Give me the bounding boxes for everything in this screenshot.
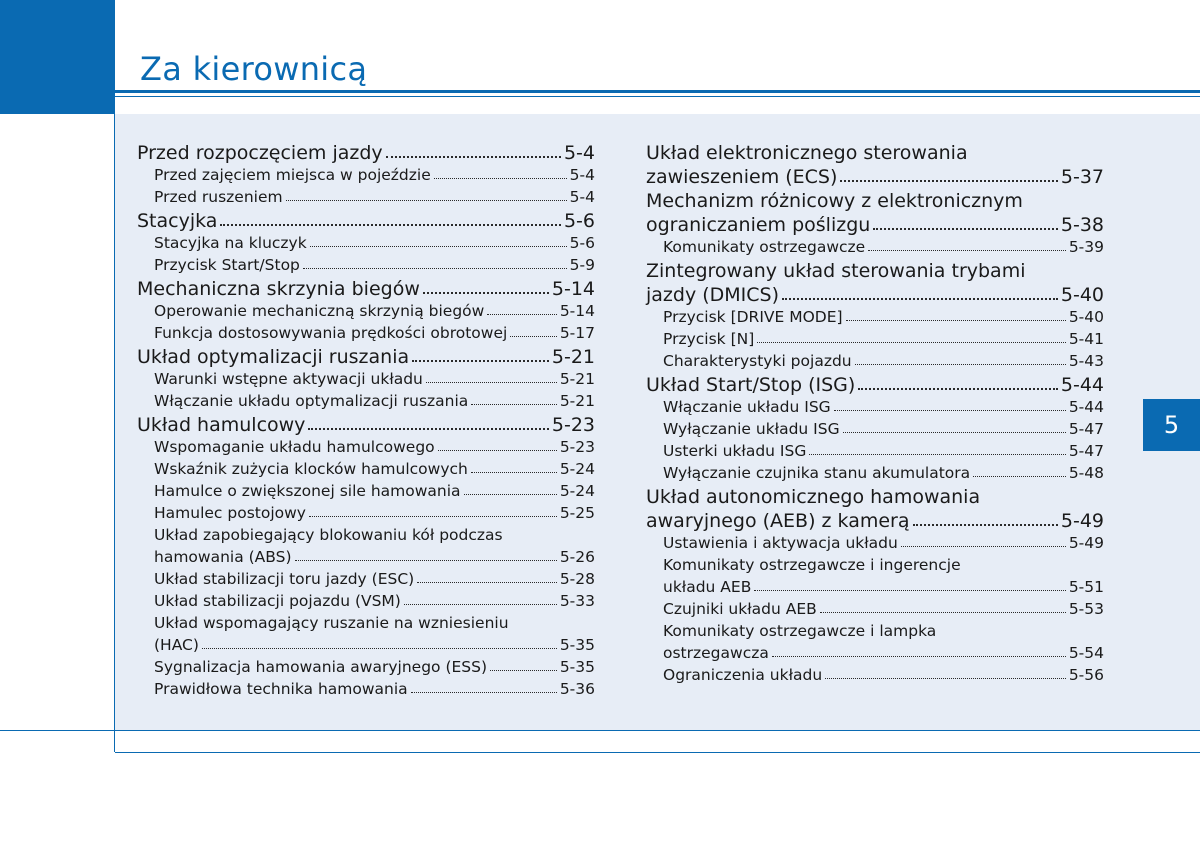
toc-entry-title: Włączanie układu ISG bbox=[663, 398, 831, 416]
toc-entry-title: Wyłączanie układu ISG bbox=[663, 420, 840, 438]
toc-page-number: 5-38 bbox=[1060, 214, 1104, 236]
toc-subsection-entry[interactable] bbox=[137, 458, 595, 480]
toc-section-entry[interactable] bbox=[646, 166, 1104, 188]
dot-leader bbox=[855, 360, 1066, 365]
toc-subsection-entry[interactable] bbox=[646, 350, 1104, 372]
toc-section-entry[interactable] bbox=[137, 142, 595, 164]
toc-page-number: 5-28 bbox=[559, 570, 595, 588]
toc-entry-title: Usterki układu ISG bbox=[663, 442, 807, 460]
toc-page-number: 5-35 bbox=[559, 658, 595, 676]
toc-entry-title: Funkcja dostosowywania prędkości obrotowej bbox=[154, 324, 508, 342]
toc-subsection-entry[interactable] bbox=[137, 480, 595, 502]
dot-leader bbox=[873, 224, 1058, 230]
toc-entry-title: Charakterystyki pojazdu bbox=[663, 352, 852, 370]
dot-leader bbox=[901, 542, 1066, 547]
toc-subsection-entry[interactable] bbox=[646, 598, 1104, 620]
toc-page-number: 5-21 bbox=[551, 346, 595, 368]
toc-page-number: 5-33 bbox=[559, 592, 595, 610]
dot-leader bbox=[834, 406, 1066, 411]
toc-subsection-entry[interactable] bbox=[137, 390, 595, 412]
toc-subsection-entry[interactable] bbox=[137, 568, 595, 590]
toc-entry-title: układu AEB bbox=[663, 578, 752, 596]
toc-entry-title: Ograniczenia układu bbox=[663, 666, 823, 684]
dot-leader bbox=[490, 666, 557, 671]
toc-section-entry[interactable] bbox=[646, 374, 1104, 396]
toc-page-number: 5-41 bbox=[1068, 330, 1104, 348]
dot-leader bbox=[840, 176, 1057, 182]
dot-leader bbox=[782, 294, 1058, 300]
dot-leader bbox=[487, 310, 556, 315]
toc-page-number: 5-24 bbox=[559, 482, 595, 500]
toc-page-number: 5-9 bbox=[569, 256, 595, 274]
toc-entry-title: Warunki wstępne aktywacji układu bbox=[154, 370, 423, 388]
dot-leader bbox=[434, 174, 567, 179]
toc-page-number: 5-51 bbox=[1068, 578, 1104, 596]
toc-entry-title: Przed ruszeniem bbox=[154, 188, 283, 206]
dot-leader bbox=[386, 152, 561, 158]
toc-subsection-entry[interactable] bbox=[646, 236, 1104, 258]
toc-entry-title: Hamulce o zwiększonej sile hamowania bbox=[154, 482, 461, 500]
dot-leader bbox=[825, 674, 1066, 679]
toc-entry-title-line1[interactable]: Układ zapobiegający blokowaniu kół podczas bbox=[154, 526, 503, 544]
toc-entry-title: Układ stabilizacji toru jazdy (ESC) bbox=[154, 570, 415, 588]
toc-subsection-entry[interactable] bbox=[646, 306, 1104, 328]
toc-page-number: 5-40 bbox=[1060, 284, 1104, 306]
toc-entry-title: Przycisk [DRIVE MODE] bbox=[663, 308, 843, 326]
toc-entry-title: hamowania (ABS) bbox=[154, 548, 292, 566]
toc-page-number: 5-6 bbox=[569, 234, 595, 252]
toc-subsection-entry[interactable] bbox=[646, 642, 1104, 664]
toc-section-entry[interactable] bbox=[137, 210, 595, 232]
toc-entry-title-line1[interactable]: Komunikaty ostrzegawcze i lampka bbox=[663, 622, 937, 640]
dot-leader bbox=[310, 242, 567, 247]
toc-subsection-entry[interactable] bbox=[646, 440, 1104, 462]
footer-rule-bottom bbox=[115, 752, 1200, 753]
toc-entry-title: awaryjnego (AEB) z kamerą bbox=[646, 510, 910, 532]
dot-leader bbox=[309, 512, 557, 517]
dot-leader bbox=[464, 490, 557, 495]
dot-leader bbox=[809, 450, 1065, 455]
toc-section-entry[interactable] bbox=[646, 510, 1104, 532]
dot-leader bbox=[412, 356, 549, 362]
toc-subsection-entry[interactable] bbox=[137, 186, 595, 208]
toc-page-number: 5-48 bbox=[1068, 464, 1104, 482]
toc-page-number: 5-56 bbox=[1068, 666, 1104, 684]
toc-entry-title: ostrzegawcza bbox=[663, 644, 769, 662]
toc-entry-title: zawieszeniem (ECS) bbox=[646, 166, 838, 188]
dot-leader bbox=[471, 400, 557, 405]
toc-page-number: 5-43 bbox=[1068, 352, 1104, 370]
dot-leader bbox=[308, 424, 548, 430]
toc-column-right bbox=[646, 140, 1104, 686]
toc-section-entry[interactable] bbox=[646, 284, 1104, 306]
toc-subsection-entry[interactable] bbox=[646, 328, 1104, 350]
toc-subsection-entry[interactable] bbox=[646, 462, 1104, 484]
dot-leader bbox=[510, 332, 557, 337]
toc-subsection-entry[interactable] bbox=[646, 532, 1104, 554]
toc-subsection-entry[interactable] bbox=[137, 678, 595, 700]
dot-leader bbox=[295, 556, 557, 561]
toc-subsection-entry[interactable] bbox=[137, 546, 595, 568]
toc-entry-title-line1[interactable]: Układ elektronicznego sterowania bbox=[646, 142, 968, 164]
toc-page-number: 5-37 bbox=[1060, 166, 1104, 188]
toc-subsection-entry[interactable] bbox=[646, 576, 1104, 598]
dot-leader bbox=[843, 428, 1066, 433]
toc-entry-title: Sygnalizacja hamowania awaryjnego (ESS) bbox=[154, 658, 488, 676]
dot-leader bbox=[754, 586, 1065, 591]
toc-subsection-entry[interactable] bbox=[646, 418, 1104, 440]
toc-subsection-entry[interactable] bbox=[137, 656, 595, 678]
toc-page-number: 5-47 bbox=[1068, 442, 1104, 460]
title-underline-thin bbox=[115, 96, 1200, 97]
toc-subsection-entry[interactable] bbox=[137, 232, 595, 254]
title-underline-thick bbox=[115, 90, 1200, 93]
toc-entry-title-line1[interactable]: Układ autonomicznego hamowania bbox=[646, 486, 981, 508]
toc-subsection-entry[interactable] bbox=[137, 300, 595, 322]
dot-leader bbox=[426, 378, 557, 383]
toc-page-number: 5-14 bbox=[559, 302, 595, 320]
toc-page-number: 5-47 bbox=[1068, 420, 1104, 438]
toc-entry-title: Układ Start/Stop (ISG) bbox=[646, 374, 856, 396]
toc-page-number: 5-21 bbox=[559, 392, 595, 410]
toc-entry-title: Stacyjka bbox=[137, 210, 218, 232]
toc-entry-title: Ustawienia i aktywacja układu bbox=[663, 534, 898, 552]
toc-page-number: 5-23 bbox=[551, 414, 595, 436]
toc-page-number: 5-24 bbox=[559, 460, 595, 478]
toc-entry-title: Hamulec postojowy bbox=[154, 504, 306, 522]
dot-leader bbox=[772, 652, 1066, 657]
toc-page-number: 5-21 bbox=[559, 370, 595, 388]
toc-entry-title: Komunikaty ostrzegawcze bbox=[663, 238, 866, 256]
toc-entry-title: Mechaniczna skrzynia biegów bbox=[137, 278, 420, 300]
chapter-corner-block bbox=[0, 0, 114, 114]
toc-page-number: 5-23 bbox=[559, 438, 595, 456]
toc-column-left bbox=[137, 140, 595, 700]
dot-leader bbox=[404, 600, 557, 605]
toc-section-entry[interactable] bbox=[646, 214, 1104, 236]
dot-leader bbox=[202, 644, 557, 649]
toc-page-number: 5-26 bbox=[559, 548, 595, 566]
dot-leader bbox=[423, 288, 549, 294]
dot-leader bbox=[868, 246, 1066, 251]
dot-leader bbox=[286, 196, 567, 201]
toc-entry-title-line1[interactable]: Komunikaty ostrzegawcze i ingerencje bbox=[663, 556, 961, 574]
toc-subsection-entry[interactable] bbox=[137, 502, 595, 524]
dot-leader bbox=[411, 688, 557, 693]
toc-entry-title: Wspomaganie układu hamulcowego bbox=[154, 438, 435, 456]
toc-entry-title: Przycisk Start/Stop bbox=[154, 256, 300, 274]
toc-subsection-entry[interactable] bbox=[646, 664, 1104, 686]
toc-entry-title: Przycisk [N] bbox=[663, 330, 755, 348]
dot-leader bbox=[417, 578, 557, 583]
toc-page-number: 5-4 bbox=[569, 188, 595, 206]
chapter-tab[interactable]: 5 bbox=[1143, 399, 1200, 451]
page-title: Za kierownicą bbox=[140, 50, 368, 88]
toc-page-number: 5-25 bbox=[559, 504, 595, 522]
toc-entry-title: ograniczaniem poślizgu bbox=[646, 214, 871, 236]
toc-entry-title: Operowanie mechaniczną skrzynią biegów bbox=[154, 302, 485, 320]
toc-entry-title: Prawidłowa technika hamowania bbox=[154, 680, 408, 698]
dot-leader bbox=[858, 384, 1058, 390]
toc-page-number: 5-6 bbox=[563, 210, 595, 232]
dot-leader bbox=[757, 338, 1066, 343]
toc-page-number: 5-40 bbox=[1068, 308, 1104, 326]
toc-page-number: 5-44 bbox=[1068, 398, 1104, 416]
toc-subsection-entry[interactable] bbox=[137, 254, 595, 276]
dot-leader bbox=[471, 468, 557, 473]
toc-page-number: 5-49 bbox=[1068, 534, 1104, 552]
dot-leader bbox=[820, 608, 1066, 613]
toc-subsection-entry[interactable] bbox=[137, 164, 595, 186]
footer-rule-top bbox=[0, 730, 1200, 731]
toc-entry-title: Układ stabilizacji pojazdu (VSM) bbox=[154, 592, 401, 610]
toc-page-number: 5-36 bbox=[559, 680, 595, 698]
toc-entry-title: Przed rozpoczęciem jazdy bbox=[137, 142, 383, 164]
toc-page-number: 5-49 bbox=[1060, 510, 1104, 532]
toc-entry-title: Układ hamulcowy bbox=[137, 414, 306, 436]
toc-page-number: 5-35 bbox=[559, 636, 595, 654]
toc-entry-title-line1[interactable]: Układ wspomagający ruszanie na wzniesieniu bbox=[154, 614, 509, 632]
toc-subsection-entry[interactable] bbox=[137, 634, 595, 656]
toc-page-number: 5-39 bbox=[1068, 238, 1104, 256]
toc-entry-title: Przed zajęciem miejsca w pojeździe bbox=[154, 166, 431, 184]
toc-section-entry[interactable] bbox=[137, 414, 595, 436]
dot-leader bbox=[303, 264, 567, 269]
toc-section-entry[interactable] bbox=[137, 346, 595, 368]
toc-page-number: 5-44 bbox=[1060, 374, 1104, 396]
toc-entry-title: Wskaźnik zużycia klocków hamulcowych bbox=[154, 460, 468, 478]
toc-page-number: 5-53 bbox=[1068, 600, 1104, 618]
toc-page-number: 5-17 bbox=[559, 324, 595, 342]
toc-page-number: 5-54 bbox=[1068, 644, 1104, 662]
toc-section-entry[interactable] bbox=[137, 278, 595, 300]
toc-page-number: 5-14 bbox=[551, 278, 595, 300]
toc-entry-title-line1[interactable]: Mechanizm różnicowy z elektronicznym bbox=[646, 190, 1023, 212]
dot-leader bbox=[973, 472, 1066, 477]
toc-entry-title: Czujniki układu AEB bbox=[663, 600, 817, 618]
toc-subsection-entry[interactable] bbox=[137, 590, 595, 612]
toc-entry-title: jazdy (DMICS) bbox=[646, 284, 780, 306]
toc-subsection-entry[interactable] bbox=[137, 322, 595, 344]
dot-leader bbox=[438, 446, 557, 451]
toc-subsection-entry[interactable] bbox=[137, 436, 595, 458]
dot-leader bbox=[220, 220, 561, 226]
toc-subsection-entry[interactable] bbox=[137, 368, 595, 390]
toc-page-number: 5-4 bbox=[563, 142, 595, 164]
toc-entry-title: Wyłączanie czujnika stanu akumulatora bbox=[663, 464, 971, 482]
toc-subsection-entry[interactable] bbox=[646, 396, 1104, 418]
toc-entry-title: (HAC) bbox=[154, 636, 199, 654]
toc-entry-title: Włączanie układu optymalizacji ruszania bbox=[154, 392, 469, 410]
dot-leader bbox=[846, 316, 1066, 321]
dot-leader bbox=[913, 520, 1058, 526]
toc-entry-title: Układ optymalizacji ruszania bbox=[137, 346, 410, 368]
toc-entry-title: Stacyjka na kluczyk bbox=[154, 234, 307, 252]
toc-page-number: 5-4 bbox=[569, 166, 595, 184]
toc-entry-title-line1[interactable]: Zintegrowany układ sterowania trybami bbox=[646, 260, 1026, 282]
